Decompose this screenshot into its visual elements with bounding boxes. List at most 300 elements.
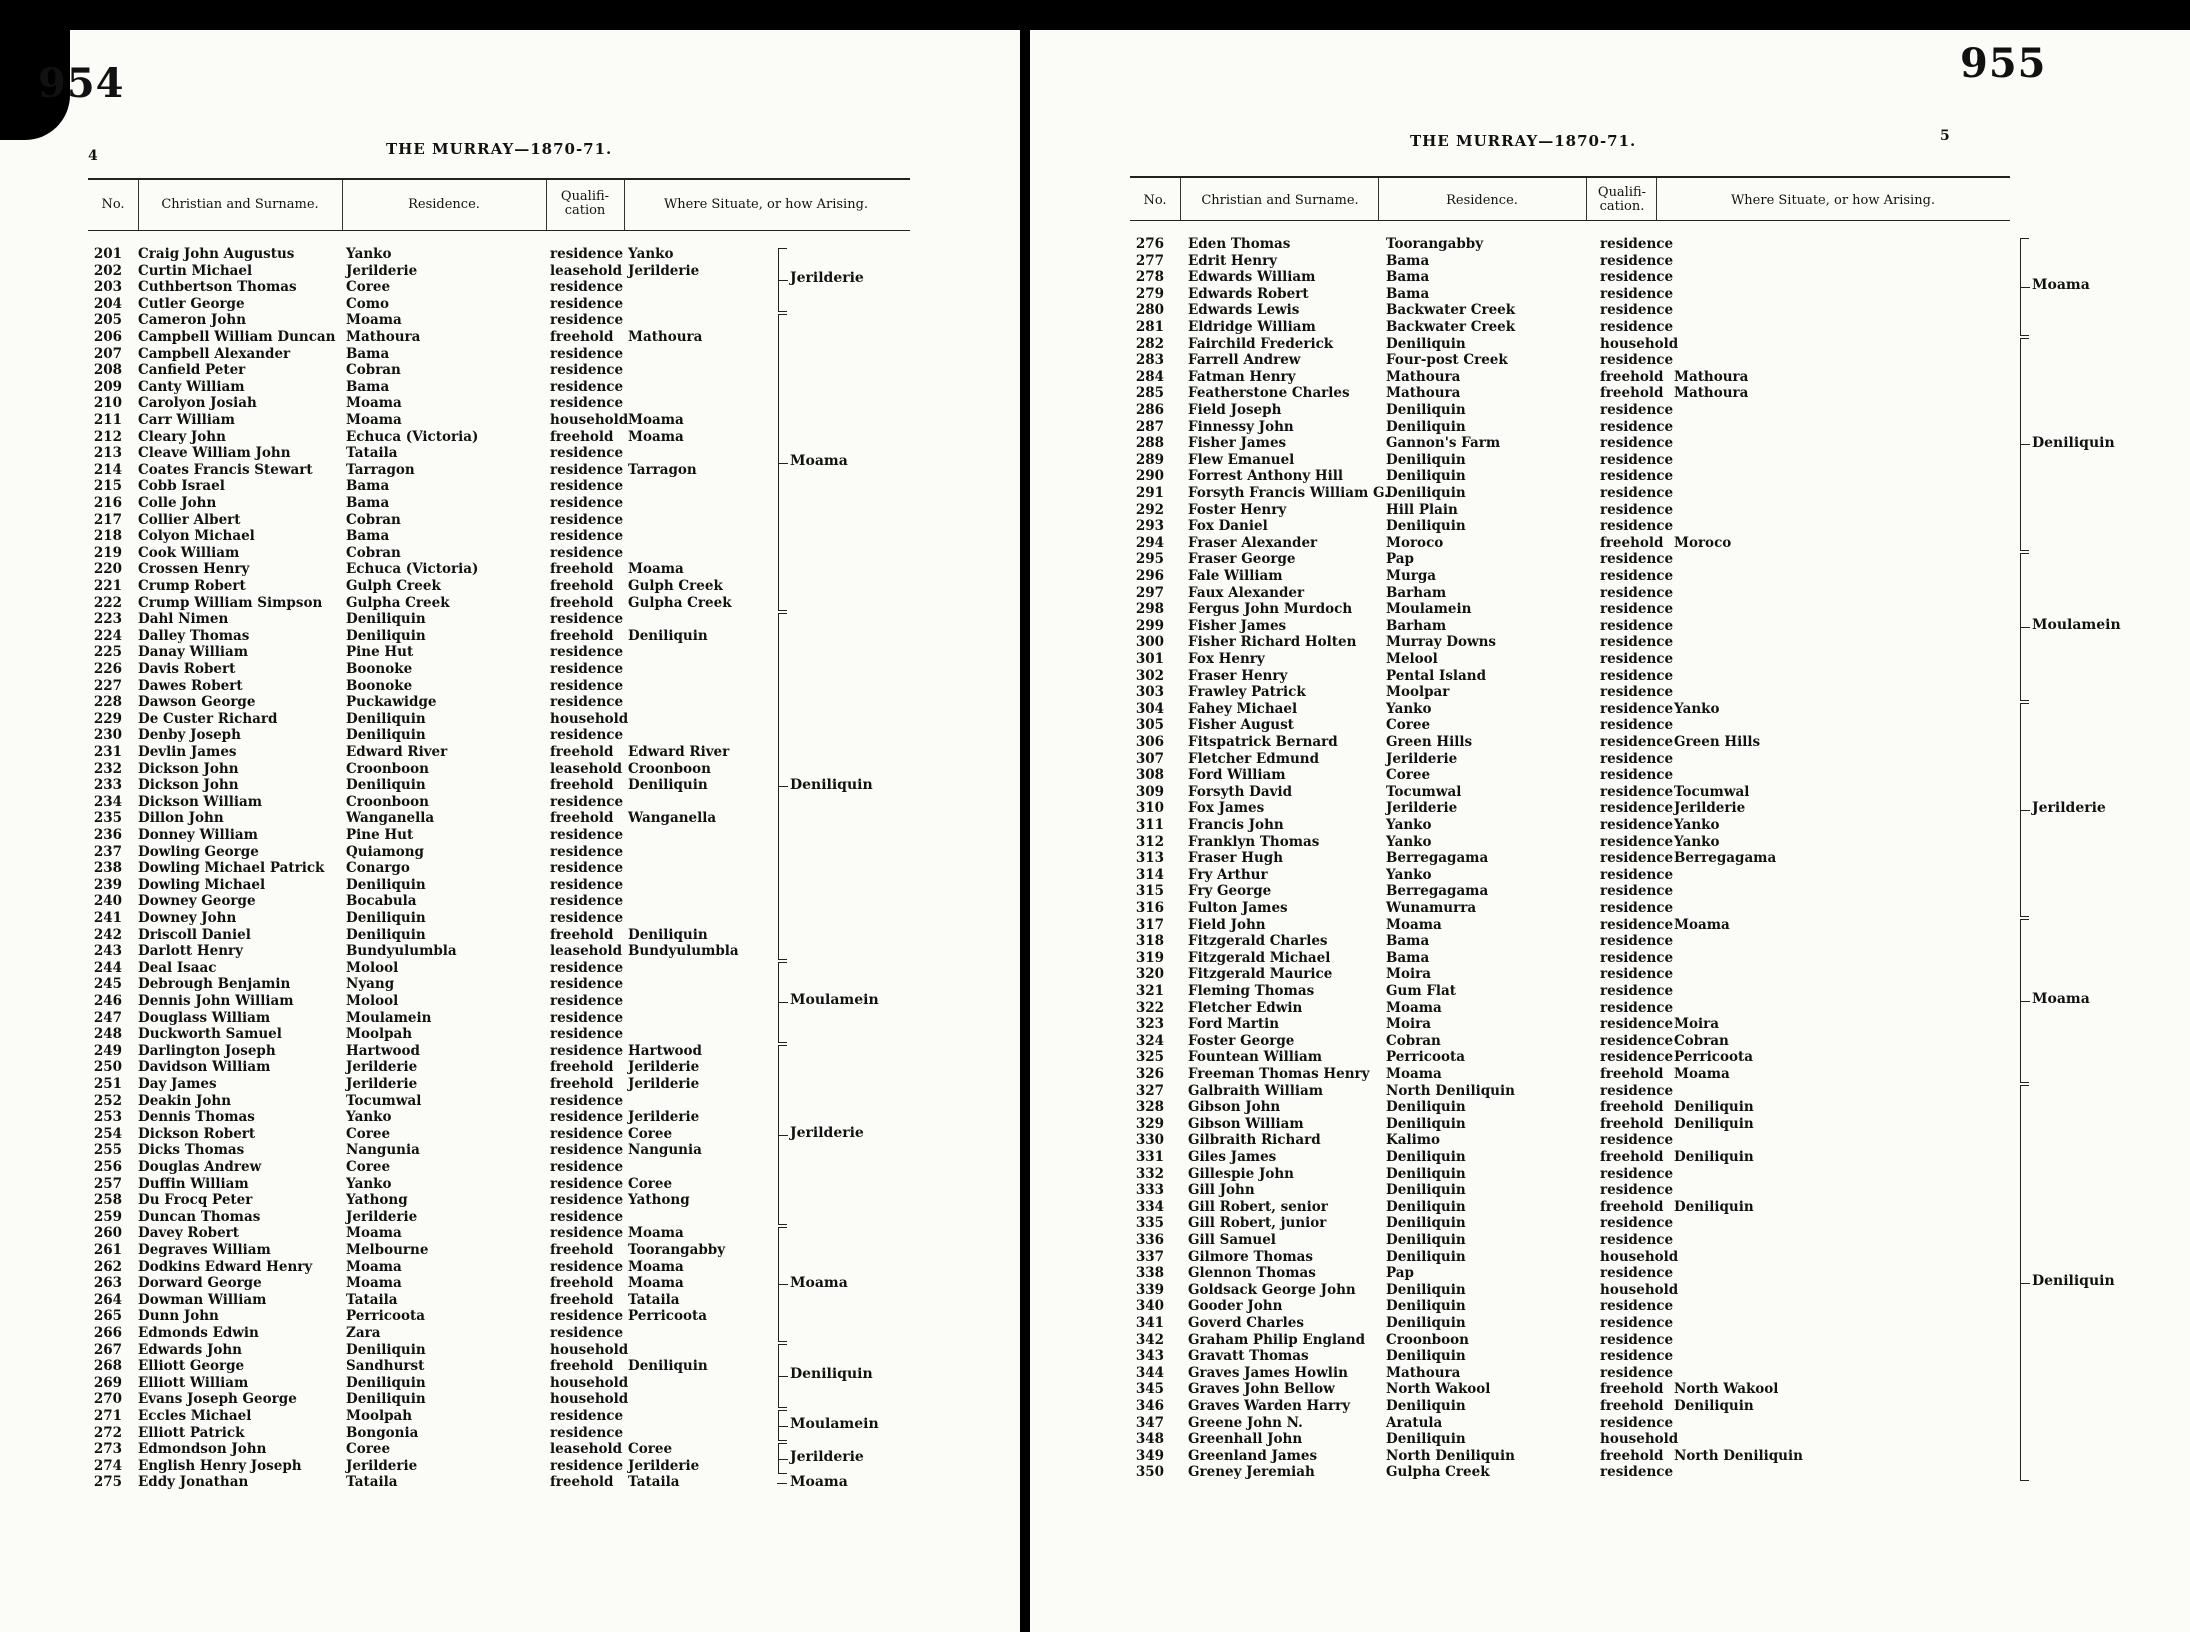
entry-where: Jerilderie <box>628 262 700 279</box>
entry-no: 337 <box>1135 1248 1164 1265</box>
entry-no: 295 <box>1135 551 1164 568</box>
entry-where: Tataila <box>628 1474 680 1491</box>
entry-no: 280 <box>1135 302 1164 319</box>
entry-where: North Wakool <box>1674 1381 1779 1398</box>
group-brace <box>778 1045 787 1226</box>
entry-no: 212 <box>93 428 122 445</box>
entry-name: Forsyth Francis William G. <box>1188 485 1389 501</box>
entry-qualification: residence <box>1600 1232 1674 1248</box>
entry-name: Devlin James <box>138 744 237 760</box>
entry-no: 335 <box>1135 1215 1164 1232</box>
entry-residence: Deniliquin <box>346 926 426 943</box>
entry-where: Jerilderie <box>628 1109 700 1126</box>
entry-name: Graham Philip England <box>1188 1331 1366 1348</box>
entry-no: 222 <box>93 594 122 611</box>
entry-name: Fitzgerald Maurice <box>1188 966 1333 983</box>
entry-no: 298 <box>1135 601 1164 618</box>
entry-no: 318 <box>1135 933 1164 950</box>
entry-residence: Murga <box>1386 568 1437 584</box>
folio-number: 955 <box>1960 40 2047 87</box>
entry-where: Deniliquin <box>1674 1149 1754 1165</box>
entry-no: 322 <box>1135 999 1164 1016</box>
entry-name: Fatman Henry <box>1188 368 1296 385</box>
entry-qualification: freehold <box>550 1275 614 1292</box>
entry-qualification: residence <box>550 1258 624 1275</box>
entry-residence: Moolpar <box>1386 684 1450 701</box>
entry-no: 305 <box>1135 717 1164 734</box>
entry-qualification: freehold <box>550 1474 614 1491</box>
entry-where: Moama <box>628 412 684 428</box>
entry-name: Danay William <box>138 644 249 661</box>
entry-qualification: freehold <box>1600 1398 1664 1414</box>
entry-no: 211 <box>93 412 122 428</box>
entry-no: 341 <box>1135 1315 1164 1331</box>
page-title: THE MURRAY—1870-71. <box>1410 132 1637 150</box>
entry-residence: Como <box>346 295 390 312</box>
entry-no: 228 <box>93 694 122 711</box>
entry-qualification: household <box>550 1391 629 1408</box>
entry-qualification: residence <box>1600 236 1674 252</box>
group-brace <box>2020 238 2029 336</box>
entry-qualification: residence <box>1600 933 1674 950</box>
entry-name: Gibson William <box>1188 1115 1304 1132</box>
entry-name: Cook William <box>138 544 240 561</box>
entry-name: Dowman William <box>138 1291 267 1308</box>
entry-residence: Deniliquin <box>1386 485 1466 501</box>
entry-residence: Toorangabby <box>1386 236 1484 252</box>
entry-name: Fahey Michael <box>1188 700 1298 717</box>
entry-no: 247 <box>93 1009 122 1026</box>
entry-name: Davis Robert <box>138 661 236 677</box>
entry-qualification: residence <box>1600 468 1674 485</box>
entry-name: Dickson William <box>138 793 262 810</box>
entry-residence: Deniliquin <box>1386 1198 1466 1215</box>
entry-no: 207 <box>93 345 122 362</box>
entry-residence: Pap <box>1386 1265 1414 1282</box>
entry-qualification: residence <box>550 793 624 810</box>
entry-where: Gulph Creek <box>628 578 723 594</box>
entry-residence: Deniliquin <box>1386 1431 1466 1448</box>
entry-name: Duckworth Samuel <box>138 1026 282 1043</box>
entry-name: Fairchild Frederick <box>1188 335 1334 352</box>
entry-qualification: residence <box>550 544 624 561</box>
entry-no: 203 <box>93 279 122 296</box>
entry-name: Dawson George <box>138 694 256 711</box>
entry-where: Nangunia <box>628 1142 702 1159</box>
entry-qualification: residence <box>1600 501 1674 518</box>
entry-where: Deniliquin <box>1674 1099 1754 1116</box>
entry-residence: Deniliquin <box>1386 1099 1466 1116</box>
entry-no: 269 <box>93 1374 122 1391</box>
entry-name: Driscoll Daniel <box>138 926 251 943</box>
entry-qualification: residence <box>550 694 624 711</box>
entry-qualification: leasehold <box>550 1441 623 1458</box>
group-brace <box>2020 338 2029 552</box>
entry-qualification: residence <box>1600 601 1674 618</box>
entry-residence: Deniliquin <box>346 1341 426 1358</box>
entry-no: 321 <box>1135 983 1164 999</box>
entry-qualification: residence <box>1600 717 1674 734</box>
folio-number: 954 <box>38 60 125 107</box>
entry-no: 213 <box>93 445 122 462</box>
entry-no: 251 <box>93 1076 122 1092</box>
entry-no: 265 <box>93 1308 122 1325</box>
entry-qualification: household <box>550 412 629 428</box>
entry-residence: Moama <box>1386 916 1442 933</box>
entry-residence: Tocumwal <box>1386 783 1462 800</box>
entry-residence: Nyang <box>346 976 395 993</box>
entry-qualification: residence <box>1600 319 1674 335</box>
left-page <box>0 30 1020 1632</box>
entry-qualification: residence <box>550 1009 624 1026</box>
entry-name: Edwards Robert <box>1188 285 1309 302</box>
entry-where: Wanganella <box>628 810 717 827</box>
group-brace <box>2020 553 2029 700</box>
entry-name: Graves John Bellow <box>1188 1381 1335 1398</box>
entry-qualification: residence <box>550 511 624 528</box>
entry-qualification: residence <box>1600 1364 1674 1381</box>
entry-qualification: freehold <box>1600 1447 1664 1464</box>
entry-no: 292 <box>1135 501 1164 518</box>
entry-no: 268 <box>93 1358 122 1375</box>
entry-residence: Jerilderie <box>346 1457 418 1474</box>
entry-name: Greene John N. <box>1188 1414 1303 1431</box>
group-brace <box>778 962 787 1043</box>
entry-no: 302 <box>1135 667 1164 684</box>
page-number: 5 <box>1940 128 1950 144</box>
entry-name: English Henry Joseph <box>138 1457 302 1474</box>
entry-residence: Quiamong <box>346 843 424 860</box>
entry-qualification: residence <box>550 611 624 628</box>
entry-residence: Deniliquin <box>1386 1281 1466 1298</box>
entry-no: 257 <box>93 1175 122 1192</box>
entry-qualification: residence <box>1600 485 1674 501</box>
entry-residence: Croonboon <box>1386 1331 1469 1348</box>
entry-where: Moroco <box>1674 534 1732 551</box>
entry-no: 308 <box>1135 767 1164 784</box>
entry-no: 214 <box>93 461 122 478</box>
entry-name: Gill Robert, senior <box>1188 1198 1328 1215</box>
entry-qualification: residence <box>1600 1032 1674 1049</box>
entry-name: Giles James <box>1188 1149 1277 1165</box>
entry-name: Fry George <box>1188 883 1272 900</box>
entry-no: 333 <box>1135 1182 1164 1199</box>
entry-residence: Deniliquin <box>1386 1232 1466 1248</box>
entry-residence: Melbourne <box>346 1242 429 1258</box>
entry-no: 301 <box>1135 651 1164 667</box>
entry-residence: Croonboon <box>346 760 429 777</box>
entry-where: Deniliquin <box>1674 1398 1754 1414</box>
entry-no: 336 <box>1135 1232 1164 1248</box>
entry-residence: Deniliquin <box>346 627 426 644</box>
entry-name: Flew Emanuel <box>1188 451 1295 468</box>
entry-residence: Barham <box>1386 584 1447 601</box>
entry-residence: Bama <box>1386 933 1430 950</box>
entry-qualification: residence <box>1600 551 1674 568</box>
entry-name: Elliott Patrick <box>138 1424 245 1441</box>
entry-where: Moama <box>1674 916 1730 933</box>
entry-no: 244 <box>93 959 122 976</box>
entry-name: Donney William <box>138 827 258 843</box>
entry-no: 296 <box>1135 568 1164 584</box>
entry-residence: Deniliquin <box>346 611 426 628</box>
entry-no: 309 <box>1135 783 1164 800</box>
entry-qualification: freehold <box>1600 1381 1664 1398</box>
entry-name: Cleary John <box>138 428 226 445</box>
entry-no: 299 <box>1135 617 1164 634</box>
entry-qualification: residence <box>1600 302 1674 319</box>
entry-residence: Jerilderie <box>346 1208 418 1225</box>
entry-qualification: residence <box>550 644 624 661</box>
entry-name: Frawley Patrick <box>1188 684 1306 701</box>
entry-residence: Deniliquin <box>1386 1248 1466 1265</box>
entry-no: 209 <box>93 378 122 395</box>
group-label: Moama <box>790 1473 848 1490</box>
entry-residence: Croonboon <box>346 793 429 810</box>
entry-qualification: household <box>1600 1281 1679 1298</box>
entry-name: Fry Arthur <box>1188 866 1268 883</box>
entry-qualification: residence <box>1600 1331 1674 1348</box>
entry-qualification: residence <box>550 478 624 495</box>
entry-no: 232 <box>93 760 122 777</box>
entry-name: Edmondson John <box>138 1441 267 1458</box>
entry-residence: Conargo <box>346 860 410 877</box>
entry-name: Dunn John <box>138 1308 219 1325</box>
entry-residence: Perricoota <box>346 1308 425 1325</box>
entry-no: 248 <box>93 1026 122 1043</box>
entry-no: 340 <box>1135 1298 1164 1315</box>
header-qualification: Qualifi-cation <box>560 189 610 218</box>
entry-qualification: residence <box>1600 817 1674 833</box>
entry-name: Edmonds Edwin <box>138 1325 259 1341</box>
entry-name: Dowling George <box>138 843 259 860</box>
entry-residence: Yanko <box>346 1109 392 1126</box>
entry-qualification: residence <box>1600 451 1674 468</box>
entry-residence: Bama <box>346 345 390 362</box>
entry-residence: Deniliquin <box>1386 1298 1466 1315</box>
entry-name: Gill Robert, junior <box>1188 1215 1327 1232</box>
entry-qualification: residence <box>1600 966 1674 983</box>
entry-where: Moama <box>628 1258 684 1275</box>
entry-name: Elliott George <box>138 1358 245 1375</box>
entry-residence: Cobran <box>1386 1032 1441 1049</box>
entry-name: Dahl Nimen <box>138 611 229 628</box>
group-brace <box>2020 1085 2029 1481</box>
header-name: Christian and Surname. <box>1201 193 1359 208</box>
entry-no: 201 <box>93 246 122 262</box>
entry-no: 290 <box>1135 468 1164 485</box>
col-divider <box>1378 178 1379 220</box>
entry-no: 253 <box>93 1109 122 1126</box>
entry-residence: Cobran <box>346 544 401 561</box>
entry-qualification: residence <box>1600 1414 1674 1431</box>
entry-qualification: residence <box>550 1192 624 1209</box>
entry-qualification: residence <box>1600 1182 1674 1199</box>
entry-no: 220 <box>93 561 122 578</box>
entry-residence: Pental Island <box>1386 667 1487 684</box>
entry-qualification: freehold <box>1600 385 1664 402</box>
entry-no: 230 <box>93 727 122 744</box>
entry-qualification: residence <box>1600 916 1674 933</box>
entry-residence: Moama <box>346 1225 402 1242</box>
entry-name: Du Frocq Peter <box>138 1192 253 1209</box>
entry-qualification: residence <box>550 1125 624 1142</box>
entry-qualification: freehold <box>550 1291 614 1308</box>
entry-no: 325 <box>1135 1049 1164 1066</box>
entry-residence: Deniliquin <box>346 710 426 727</box>
entry-residence: Boonoke <box>346 677 413 694</box>
entry-no: 324 <box>1135 1032 1164 1049</box>
header-where: Where Situate, or how Arising. <box>1730 193 1936 208</box>
entry-no: 276 <box>1135 236 1164 252</box>
entry-name: Gravatt Thomas <box>1188 1348 1309 1365</box>
entry-residence: Gulpha Creek <box>346 594 450 611</box>
entry-residence: Bama <box>346 528 390 545</box>
entry-name: Degraves William <box>138 1242 271 1258</box>
entry-no: 278 <box>1135 269 1164 286</box>
entry-name: Cameron John <box>138 312 247 329</box>
entry-residence: Yanko <box>1386 700 1432 717</box>
entry-no: 311 <box>1135 817 1164 833</box>
entry-residence: Backwater Creek <box>1386 319 1516 335</box>
entry-qualification: residence <box>1600 700 1674 717</box>
entry-where: Jerilderie <box>628 1457 700 1474</box>
entry-name: Duncan Thomas <box>138 1208 261 1225</box>
entry-name: Crump William Simpson <box>138 594 323 611</box>
entry-name: Crossen Henry <box>138 561 250 578</box>
entry-no: 262 <box>93 1258 122 1275</box>
header-rule-top <box>1130 176 2010 178</box>
entry-where: Yanko <box>628 246 674 262</box>
entry-name: Foster George <box>1188 1032 1295 1049</box>
entry-where: Perricoota <box>628 1308 707 1325</box>
entry-qualification: residence <box>1600 850 1674 867</box>
entry-residence: Echuca (Victoria) <box>346 561 479 578</box>
entry-residence: Deniliquin <box>346 727 426 744</box>
entry-qualification: freehold <box>550 578 614 594</box>
entry-no: 236 <box>93 827 122 843</box>
entry-name: Fitzgerald Michael <box>1188 949 1331 966</box>
header-qualification: Qualifi-cation. <box>1597 185 1647 214</box>
entry-no: 224 <box>93 627 122 644</box>
entry-qualification: residence <box>1600 983 1674 999</box>
entry-qualification: freehold <box>550 627 614 644</box>
entry-residence: Gannon's Farm <box>1386 435 1501 452</box>
entry-residence: Mathoura <box>1386 368 1461 385</box>
entry-qualification: residence <box>550 1308 624 1325</box>
entry-qualification: household <box>1600 1248 1679 1265</box>
entry-qualification: residence <box>550 1026 624 1043</box>
entry-name: Gill Samuel <box>1188 1232 1276 1248</box>
entry-qualification: residence <box>550 295 624 312</box>
group-label: Moama <box>2032 990 2090 1007</box>
entry-name: Carr William <box>138 412 235 428</box>
entry-residence: Deniliquin <box>346 1391 426 1408</box>
entry-qualification: residence <box>550 843 624 860</box>
entry-no: 289 <box>1135 451 1164 468</box>
entry-where: Mathoura <box>1674 368 1749 385</box>
entry-residence: Molool <box>346 959 399 976</box>
entry-qualification: freehold <box>1600 534 1664 551</box>
entry-qualification: residence <box>550 1109 624 1126</box>
entry-where: Jerilderie <box>628 1076 700 1092</box>
entry-qualification: residence <box>1600 734 1674 750</box>
entry-no: 330 <box>1135 1132 1164 1149</box>
entry-no: 281 <box>1135 319 1164 335</box>
entry-name: Eldridge William <box>1188 319 1316 335</box>
entry-no: 350 <box>1135 1464 1164 1481</box>
entry-no: 314 <box>1135 866 1164 883</box>
entry-no: 256 <box>93 1159 122 1175</box>
col-divider <box>1180 178 1181 220</box>
entry-name: Dickson Robert <box>138 1125 256 1142</box>
entry-where: Jerilderie <box>628 1059 700 1076</box>
entry-name: Cutler George <box>138 295 245 312</box>
entry-residence: Cobran <box>346 362 401 379</box>
entry-name: Davey Robert <box>138 1225 240 1242</box>
entry-no: 317 <box>1135 916 1164 933</box>
entry-qualification: freehold <box>550 1358 614 1375</box>
entry-where: Mathoura <box>628 329 703 345</box>
entry-where: Perricoota <box>1674 1049 1753 1066</box>
entry-residence: Deniliquin <box>1386 1315 1466 1331</box>
entry-name: Day James <box>138 1076 217 1092</box>
entry-name: Collier Albert <box>138 511 241 528</box>
entry-residence: Coree <box>1386 717 1431 734</box>
entry-qualification: household <box>1600 1431 1679 1448</box>
entry-qualification: residence <box>1600 900 1674 916</box>
entry-name: Greenhall John <box>1188 1431 1303 1448</box>
entry-name: Fountean William <box>1188 1049 1323 1066</box>
entry-residence: Yanko <box>346 246 392 262</box>
entry-name: Field Joseph <box>1188 402 1282 418</box>
entry-qualification: residence <box>1600 651 1674 667</box>
entry-no: 227 <box>93 677 122 694</box>
entry-residence: Hill Plain <box>1386 501 1458 518</box>
entry-qualification: residence <box>1600 1464 1674 1481</box>
entry-no: 270 <box>93 1391 122 1408</box>
entry-no: 259 <box>93 1208 122 1225</box>
entry-no: 332 <box>1135 1165 1164 1182</box>
entry-residence: Moama <box>346 1275 402 1292</box>
entry-no: 275 <box>93 1474 122 1491</box>
entry-name: Darlott Henry <box>138 943 243 960</box>
entry-name: Fraser Henry <box>1188 667 1288 684</box>
entry-name: Faux Alexander <box>1188 584 1305 601</box>
entry-where: Coree <box>628 1175 673 1192</box>
entry-qualification: residence <box>550 1142 624 1159</box>
entry-qualification: residence <box>1600 667 1674 684</box>
entry-no: 218 <box>93 528 122 545</box>
entry-residence: Jerilderie <box>1386 750 1458 767</box>
entry-name: Gilbraith Richard <box>1188 1132 1321 1149</box>
entry-name: Dowling Michael Patrick <box>138 860 325 877</box>
entry-qualification: freehold <box>550 1059 614 1076</box>
entry-name: Dicks Thomas <box>138 1142 245 1159</box>
page-number: 4 <box>88 148 98 164</box>
header-name: Christian and Surname. <box>161 197 319 212</box>
group-brace <box>778 1410 787 1441</box>
entry-no: 345 <box>1135 1381 1164 1398</box>
entry-qualification: residence <box>1600 285 1674 302</box>
entry-qualification: residence <box>550 893 624 910</box>
entry-where: Coree <box>628 1441 673 1458</box>
entry-residence: Coree <box>346 1125 391 1142</box>
entry-no: 219 <box>93 544 122 561</box>
col-divider <box>1656 178 1657 220</box>
entry-name: Deakin John <box>138 1092 232 1109</box>
entry-no: 323 <box>1135 1016 1164 1033</box>
